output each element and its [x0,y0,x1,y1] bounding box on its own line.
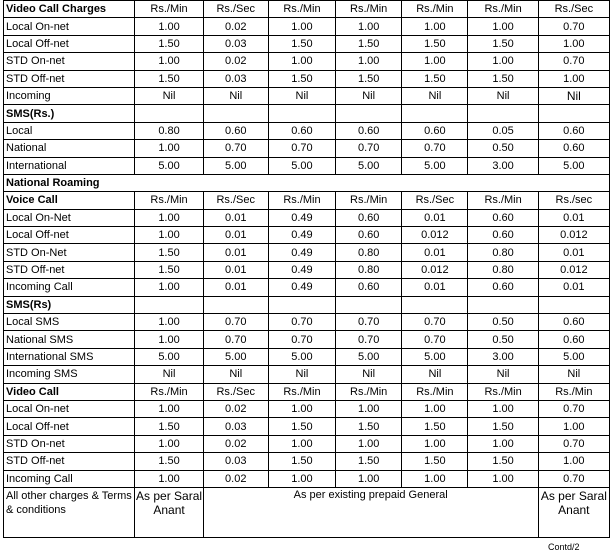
table-cell: 1.50 [336,418,402,435]
row-label: STD On-Net [4,244,135,261]
table-row [4,453,610,470]
table-cell: 5.00 [402,157,468,174]
table-cell: Nil [468,87,538,104]
table-cell: 0.70 [336,140,402,157]
table-cell: 0.49 [268,209,335,226]
table-cell: 1.50 [268,453,335,470]
table-row [4,383,610,400]
table-cell: 1.50 [468,418,538,435]
table-cell: 0.80 [468,261,538,278]
table-cell: 0.01 [203,279,268,296]
table-cell: Rs./Min [135,383,203,400]
table-cell: 0.012 [538,261,609,278]
table-cell: 0.01 [538,279,609,296]
row-label: National [4,140,135,157]
table-cell: 0.80 [336,261,402,278]
table-cell [538,296,609,313]
row-label: Local Off-net [4,227,135,244]
table-cell: 1.50 [402,453,468,470]
section-heading: Video Call [4,383,135,400]
table-cell: 0.03 [203,70,268,87]
table-cell: 1.50 [268,35,335,52]
table-cell: 1.00 [402,18,468,35]
row-label: Local On-net [4,18,135,35]
table-cell: Nil [336,366,402,383]
table-cell: 0.02 [203,435,268,452]
row-label: International SMS [4,348,135,365]
table-cell [538,105,609,122]
table-cell: 0.70 [268,314,335,331]
row-label: Local [4,122,135,139]
table-cell: 0.80 [135,122,203,139]
table-cell: 5.00 [538,348,609,365]
table-row [4,470,610,487]
table-cell: 1.50 [135,453,203,470]
table-row [4,366,610,383]
table-cell: 1.00 [135,435,203,452]
table-cell: 0.05 [468,122,538,139]
table-cell: 0.60 [336,279,402,296]
table-cell: 0.60 [336,122,402,139]
row-label: All other charges & Terms & conditions [4,487,135,537]
row-label: Local On-Net [4,209,135,226]
table-cell: 0.02 [203,18,268,35]
table-cell: 1.00 [468,18,538,35]
table-cell: 0.60 [268,122,335,139]
table-cell: 1.50 [468,453,538,470]
table-cell: 1.00 [135,279,203,296]
row-label: Incoming [4,87,135,104]
table-cell: 1.00 [135,209,203,226]
table-cell: 0.80 [468,244,538,261]
table-cell: 1.00 [135,18,203,35]
table-cell [268,296,335,313]
table-cell: 0.01 [203,244,268,261]
row-label: STD Off-net [4,70,135,87]
table-row [4,122,610,139]
table-cell: 0.60 [538,122,609,139]
table-cell: 1.50 [402,418,468,435]
table-cell: 1.50 [135,244,203,261]
table-row [4,296,610,313]
table-cell: 0.49 [268,244,335,261]
table-cell: 5.00 [135,348,203,365]
table-cell [203,296,268,313]
table-cell: 1.00 [336,18,402,35]
table-cell: 1.00 [402,470,468,487]
table-cell: 0.70 [538,435,609,452]
section-heading: National Roaming [4,174,610,191]
table-cell: 1.50 [402,35,468,52]
table-cell: Rs./Sec [538,1,609,18]
table-cell: 1.00 [268,18,335,35]
table-row [4,487,610,537]
table-cell: 1.00 [468,400,538,417]
table-cell: 0.50 [468,314,538,331]
table-cell: 0.01 [538,244,609,261]
table-cell: 1.00 [402,400,468,417]
table-cell: 5.00 [402,348,468,365]
table-cell: Rs./Min [336,1,402,18]
table-cell: Rs./Min [268,192,335,209]
table-cell: 1.00 [538,418,609,435]
table-cell: Nil [538,366,609,383]
table-cell: 0.60 [336,209,402,226]
table-cell: 1.00 [268,435,335,452]
table-cell: 1.00 [268,470,335,487]
table-cell: 0.70 [402,331,468,348]
table-cell [402,296,468,313]
table-row [4,140,610,157]
table-row [4,87,610,104]
row-label: STD On-net [4,435,135,452]
table-cell: 0.012 [402,261,468,278]
table-cell: Nil [135,366,203,383]
table-cell: 0.50 [468,140,538,157]
table-cell: 1.00 [135,400,203,417]
table-cell [468,105,538,122]
table-cell: Rs./Sec [402,192,468,209]
table-cell: Rs./Min [468,383,538,400]
table-cell: 0.60 [468,279,538,296]
table-cell: 5.00 [336,348,402,365]
table-cell: 0.01 [538,209,609,226]
table-cell: Rs./Min [402,1,468,18]
table-cell: Nil [203,87,268,104]
table-cell [336,296,402,313]
table-cell: 3.00 [468,157,538,174]
table-cell: 0.70 [402,140,468,157]
table-cell: 1.00 [402,435,468,452]
table-row [4,192,610,209]
table-cell: 1.50 [135,418,203,435]
table-cell: 0.02 [203,53,268,70]
table-cell: As per Saral Anant [538,487,609,537]
table-cell: 1.50 [336,453,402,470]
table-cell: 0.70 [268,140,335,157]
table-cell: 0.70 [336,314,402,331]
table-cell: 1.50 [135,261,203,278]
table-cell: Rs./Min [135,1,203,18]
section-heading: Voice Call [4,192,135,209]
table-cell: As per existing prepaid General [203,487,538,537]
table-cell: 0.70 [538,470,609,487]
table-row [4,1,610,18]
table-cell: 0.01 [402,209,468,226]
table-cell: Nil [402,87,468,104]
table-row [4,244,610,261]
table-cell: 1.00 [402,53,468,70]
table-cell: 5.00 [135,157,203,174]
table-cell: 1.50 [468,35,538,52]
row-label: International [4,157,135,174]
page-footer-clip: Contd/2 [548,542,580,552]
table-cell: 0.70 [203,140,268,157]
table-cell: 0.50 [468,331,538,348]
table-cell [135,105,203,122]
table-cell: 5.00 [336,157,402,174]
table-row [4,35,610,52]
table-cell: 1.50 [468,70,538,87]
table-cell: 0.70 [538,18,609,35]
table-cell: 5.00 [538,157,609,174]
table-cell: Rs./Sec [203,1,268,18]
table-cell [268,105,335,122]
table-cell: 1.50 [135,35,203,52]
section-heading: SMS(Rs) [4,296,135,313]
table-cell: Nil [268,87,335,104]
table-row [4,174,610,191]
table-cell: 0.70 [203,314,268,331]
table-row [4,279,610,296]
table-cell: 1.00 [336,400,402,417]
table-cell: 0.49 [268,261,335,278]
table-cell: 0.03 [203,35,268,52]
table-cell: 1.00 [135,470,203,487]
table-cell: 0.80 [336,244,402,261]
table-cell: 1.50 [336,35,402,52]
table-cell: Nil [538,87,609,104]
table-cell: Rs./Min [538,383,609,400]
table-row [4,18,610,35]
table-cell: 0.60 [336,227,402,244]
table-cell: 0.60 [468,209,538,226]
table-cell: 1.00 [135,314,203,331]
table-cell: 1.50 [268,418,335,435]
row-label: Local Off-net [4,418,135,435]
table-cell: Nil [402,366,468,383]
table-cell: 1.00 [468,435,538,452]
table-cell: 1.50 [135,70,203,87]
table-cell: 1.50 [336,70,402,87]
table-cell: 1.00 [268,53,335,70]
table-cell: Rs./Min [468,192,538,209]
table-row [4,261,610,278]
table-cell: Nil [268,366,335,383]
table-cell: Rs./Min [336,383,402,400]
table-cell: 0.01 [203,261,268,278]
table-cell: 0.02 [203,470,268,487]
table-cell: 0.70 [538,400,609,417]
table-cell: 0.01 [402,279,468,296]
row-label: STD Off-net [4,453,135,470]
table-row [4,435,610,452]
table-cell: 1.00 [336,53,402,70]
row-label: Local Off-net [4,35,135,52]
table-cell: 5.00 [268,348,335,365]
table-cell: 3.00 [468,348,538,365]
table-cell: 0.70 [203,331,268,348]
table-cell: 0.70 [268,331,335,348]
table-cell: Nil [336,87,402,104]
table-cell: 5.00 [203,348,268,365]
table-cell: Nil [203,366,268,383]
table-cell: Rs./Sec [203,383,268,400]
section-heading: Video Call Charges [4,1,135,18]
table-row [4,227,610,244]
table-row [4,105,610,122]
table-cell: 0.70 [538,53,609,70]
row-label: STD Off-net [4,261,135,278]
table-cell: Rs./Min [268,1,335,18]
table-cell: 0.60 [538,331,609,348]
table-cell: 1.00 [135,227,203,244]
table-cell: 0.012 [402,227,468,244]
table-cell [336,105,402,122]
row-label: Local On-net [4,400,135,417]
table-cell: 0.012 [538,227,609,244]
table-cell: 0.70 [336,331,402,348]
row-label: STD On-net [4,53,135,70]
table-cell [203,105,268,122]
table-row [4,70,610,87]
table-cell: 1.00 [468,53,538,70]
table-cell: 0.49 [268,227,335,244]
table-cell [135,296,203,313]
table-cell: 1.00 [135,140,203,157]
table-cell: Rs./Min [402,383,468,400]
table-cell [468,296,538,313]
row-label: Incoming Call [4,470,135,487]
row-label: Incoming Call [4,279,135,296]
table-cell: 1.00 [268,400,335,417]
section-heading: SMS(Rs.) [4,105,135,122]
table-row [4,53,610,70]
row-label: Incoming SMS [4,366,135,383]
table-row [4,400,610,417]
table-cell: 0.60 [468,227,538,244]
table-row [4,418,610,435]
row-label: Local SMS [4,314,135,331]
table-cell: Rs./Min [468,1,538,18]
table-cell: 1.00 [135,331,203,348]
tariff-table [3,0,610,538]
table-cell: 1.00 [538,453,609,470]
table-row [4,331,610,348]
table-cell: 0.70 [402,314,468,331]
table-cell: 5.00 [203,157,268,174]
table-row [4,348,610,365]
table-cell: 0.02 [203,400,268,417]
table-cell: 0.01 [203,209,268,226]
table-cell: Rs./Sec [203,192,268,209]
table-row [4,157,610,174]
table-row [4,209,610,226]
table-cell: 0.60 [402,122,468,139]
table-cell: 0.60 [538,314,609,331]
table-cell: 5.00 [268,157,335,174]
table-cell: 1.50 [402,70,468,87]
table-cell: 0.01 [402,244,468,261]
table-cell: Nil [468,366,538,383]
table-cell: Rs./sec [538,192,609,209]
table-cell: 1.00 [538,35,609,52]
table-cell: 1.50 [268,70,335,87]
table-cell: 0.49 [268,279,335,296]
table-row [4,314,610,331]
table-cell: As per Saral Anant [135,487,203,537]
table-cell: 0.01 [203,227,268,244]
table-cell [402,105,468,122]
table-cell: 0.60 [538,140,609,157]
table-cell: Rs./Min [336,192,402,209]
table-cell: 0.60 [203,122,268,139]
table-cell: 1.00 [468,470,538,487]
table-cell: 1.00 [135,53,203,70]
table-cell: Nil [135,87,203,104]
table-cell: 0.03 [203,453,268,470]
table-cell: 1.00 [336,435,402,452]
table-cell: 1.00 [336,470,402,487]
row-label: National SMS [4,331,135,348]
table-cell: Rs./Min [268,383,335,400]
table-cell: Rs./Min [135,192,203,209]
table-cell: 0.03 [203,418,268,435]
table-cell: 1.00 [538,70,609,87]
